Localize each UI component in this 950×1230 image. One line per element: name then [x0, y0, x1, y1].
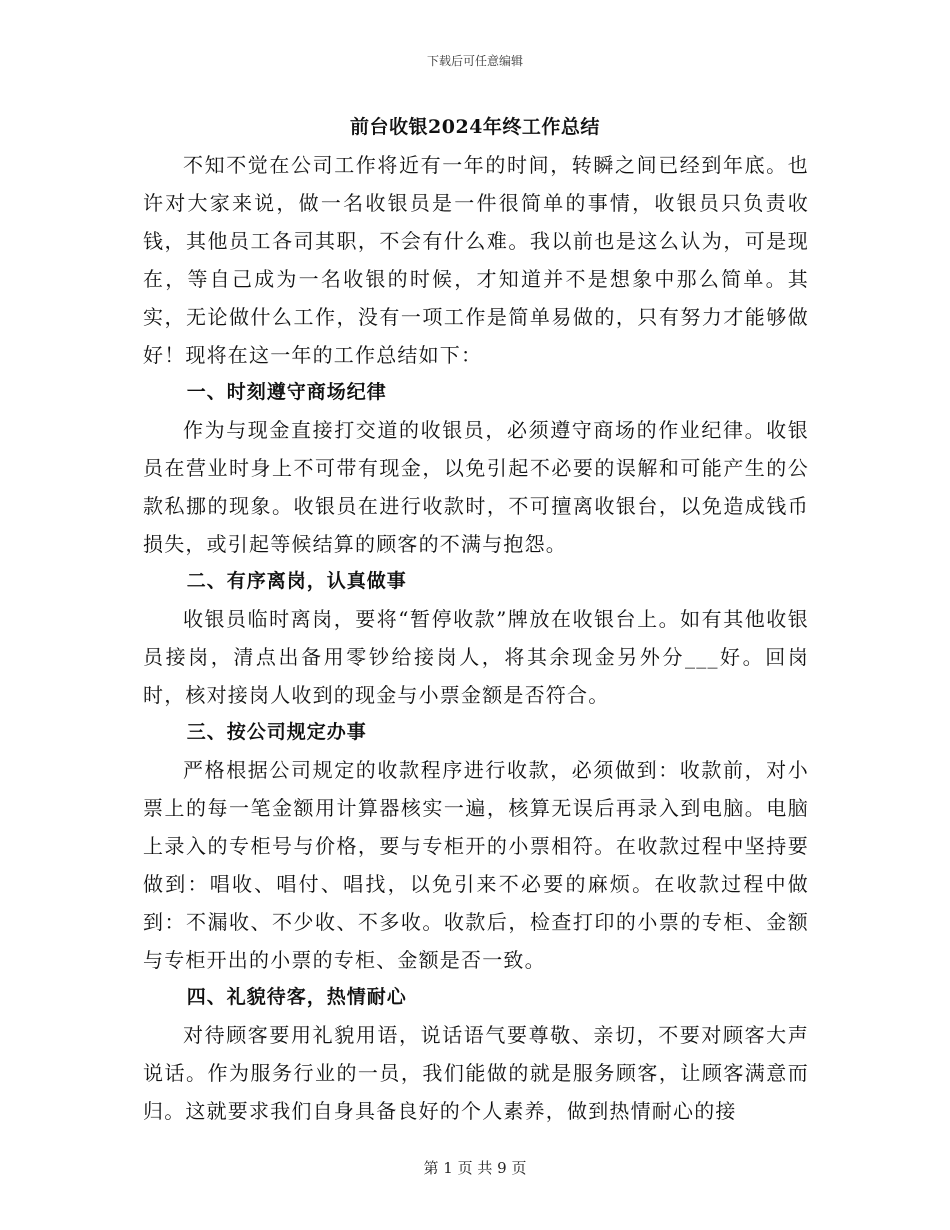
section-body-2: 收银员临时离岗，要将“暂停收款”牌放在收银台上。如有其他收银员接岗，清点出备用零钞给接岗人，将其余现金另外分___好。回岗时，核对接岗人收到的现金与小票金额是否符合。	[143, 607, 809, 707]
intro-paragraph: 不知不觉在公司工作将近有一年的时间，转瞬之间已经到年底。也许对大家来说，做一名收银员是一件很简单的事情，收银员只负责收钱，其他员工各司其职，不会有什么难。我以前也是这么认为，可是现在，等自己成为一名收银的时候，才知道并不是想象中那么简单。其实，无论做什么工作，没有一项工作是简单易做的，只有努力才能够做好！现将在这一年的工作总结如下：	[143, 153, 809, 367]
section-body-1: 作为与现金直接打交道的收银员，必须遵守商场的作业纪律。收银员在营业时身上不可带有现金，以免引起不必要的误解和可能产生的公款私挪的现象。收银员在进行收款时，不可擅离收银台，以免造成钱币损失，或引起等候结算的顾客的不满与抱怨。	[143, 418, 809, 556]
section-heading-2: 二、有序离岗，认真做事	[186, 570, 407, 592]
section-heading-1: 一、时刻遵守商场纪律	[186, 381, 387, 403]
page-number: 第 1 页 共 9 页	[423, 1159, 527, 1177]
section-heading-3: 三、按公司规定办事	[186, 721, 367, 743]
section-body-4: 对待顾客要用礼貌用语，说话语气要尊敬、亲切，不要对顾客大声说话。作为服务行业的一员，我们能做的就是服务顾客，让顾客满意而归。这就要求我们自身具备良好的个人素养，做到热情耐心的接	[143, 1023, 809, 1123]
page-header-note: 下载后可任意编辑	[426, 54, 523, 68]
document-title: 前台收银2024年终工作总结	[350, 116, 600, 138]
document-body	[143, 146, 809, 1130]
section-heading-4: 四、礼貌待客，热情耐心	[186, 986, 407, 1008]
section-body-3: 严格根据公司规定的收款程序进行收款，必须做到：收款前，对小票上的每一笔金额用计算器核实一遍，核算无误后再录入到电脑。电脑上录入的专柜号与价格，要与专柜开的小票相符。在收款过程中坚持要做到：唱收、唱付、唱找，以免引来不必要的麻烦。在收款过程中做到：不漏收、不少收、不多收。收款后，检查打印的小票的专柜、金额与专柜开出的小票的专柜、金额是否一致。	[143, 758, 809, 972]
